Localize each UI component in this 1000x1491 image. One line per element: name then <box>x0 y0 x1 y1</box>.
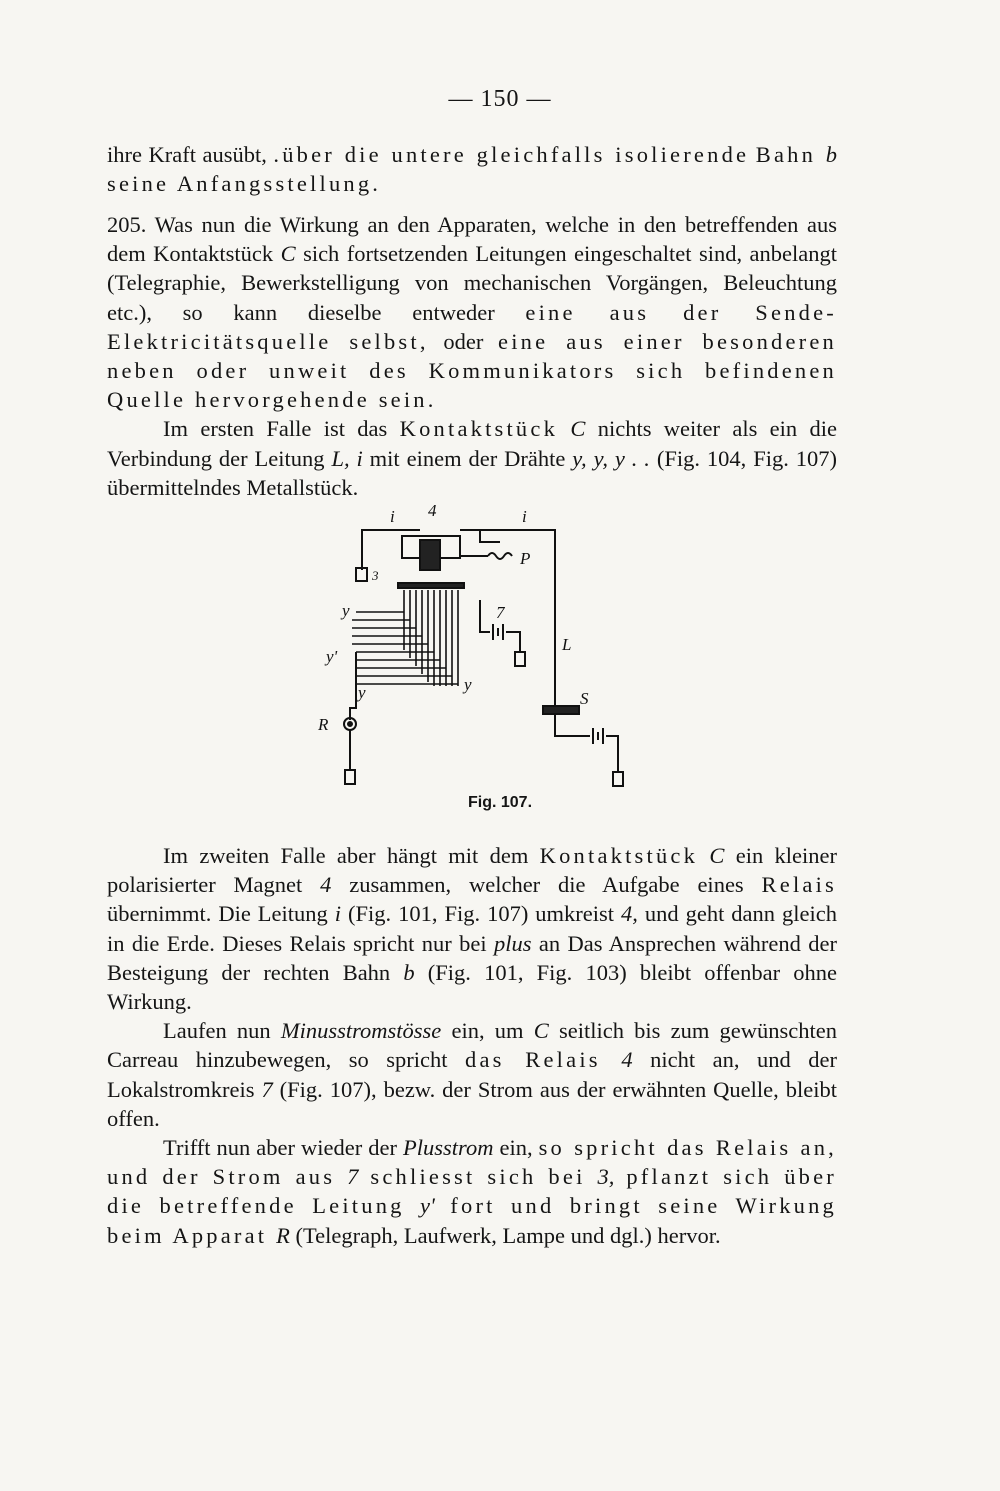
paragraph-second-case: Im zweiten Falle aber hängt mit dem Kontaktstück C ein kleiner polarisierter Magnet 4 zusammen, welcher die Aufgabe eines Relais übernimmt. Die Leitung i (Fig. 101, Fig. 107) umkreist 4, und geht dann gleich in die Erde. Dieses Relais spricht nur bei plus an Das Ansprechen während der Besteigung der rechten Bahn b (Fig. 101, Fig. 103) bleibt offenbar ohne Wirkung. <box>107 843 838 1015</box>
label-s: S <box>580 689 589 708</box>
wire-s <box>555 714 590 736</box>
ground-left <box>345 770 355 784</box>
wire-7-box <box>506 632 520 652</box>
wire-s-ground <box>606 736 618 772</box>
paragraph-205: 205. Was nun die Wirkung an den Apparaten, welche in den betreffenden aus dem Kontaktstück C sich fortsetzenden Leitungen eingeschaltet sind, anbelangt (Telegraphie, Bewerkstelligung von mechanischen Vorgängen, Beleuchtung etc.), so kann dieselbe entweder eine aus der Sende-Elektricitätsquelle selbst, oder eine aus einer besonderen neben oder unweit des Kommunikators sich befindenen Quelle hervorgehende sein. <box>107 212 837 413</box>
section-205 <box>107 210 837 502</box>
wire-7 <box>480 600 490 632</box>
paragraph-plus: Trifft nun aber wieder der Plusstrom ein, so spricht das Relais an, und der Strom aus 7 schliesst sich bei 3, pflanzt sich über die betreffende Leitung y' fort und bringt seine Wirkung beim Apparat R (Telegraph, Laufwerk, Lampe und dgl.) hervor. <box>107 1135 837 1248</box>
label-y-mid: y <box>358 683 366 702</box>
switch-s <box>543 706 579 714</box>
contact-plate <box>398 583 464 588</box>
paragraph-minus: Laufen nun Minusstromstösse ein, um C seitlich bis zum gewünschten Carreau hinzubewegen, so spricht das Relais 4 nicht an, und der Lokalstromkreis 7 (Fig. 107), bezw. der Strom aus der erwähnten Quelle, bleibt offen. <box>107 1018 837 1131</box>
label-y-prime: y' <box>326 647 338 666</box>
wire-y-prime <box>350 652 356 720</box>
label-i-right: i <box>522 507 527 526</box>
second-case-section <box>107 841 837 1250</box>
label-3: 3 <box>372 568 379 583</box>
paragraph-first-case: Im ersten Falle ist das Kontaktstück C nichts weiter als ein die Verbindung der Leitung L, i mit einem der Drähte y, y, y . . (Fig. 104, Fig. 107) übermittelndes Metallstück. <box>107 416 837 500</box>
label-i-left: i <box>390 507 395 526</box>
label-l: L <box>562 635 572 654</box>
ground-right <box>613 772 623 786</box>
label-p: P <box>520 549 531 568</box>
spring-p <box>488 553 512 559</box>
page-number: — 150 — <box>448 86 552 112</box>
paragraph-continuation <box>107 140 837 198</box>
wire-to-p <box>470 530 500 542</box>
label-4: 4 <box>428 501 437 520</box>
figure-caption: Fig. 107. <box>467 794 533 811</box>
label-7: 7 <box>496 603 505 622</box>
label-y-bottom: y <box>464 675 472 694</box>
wire-bundle <box>352 590 458 686</box>
magnet-4 <box>420 540 440 570</box>
circuit-diagram <box>300 500 640 800</box>
paragraph: ihre Kraft ausübt, .über die untere gleichfalls isolierende Bahn b seine Anfangsstellung. <box>107 142 837 197</box>
label-y-top: y <box>342 601 350 620</box>
ground-7 <box>515 652 525 666</box>
label-r: R <box>318 715 329 734</box>
